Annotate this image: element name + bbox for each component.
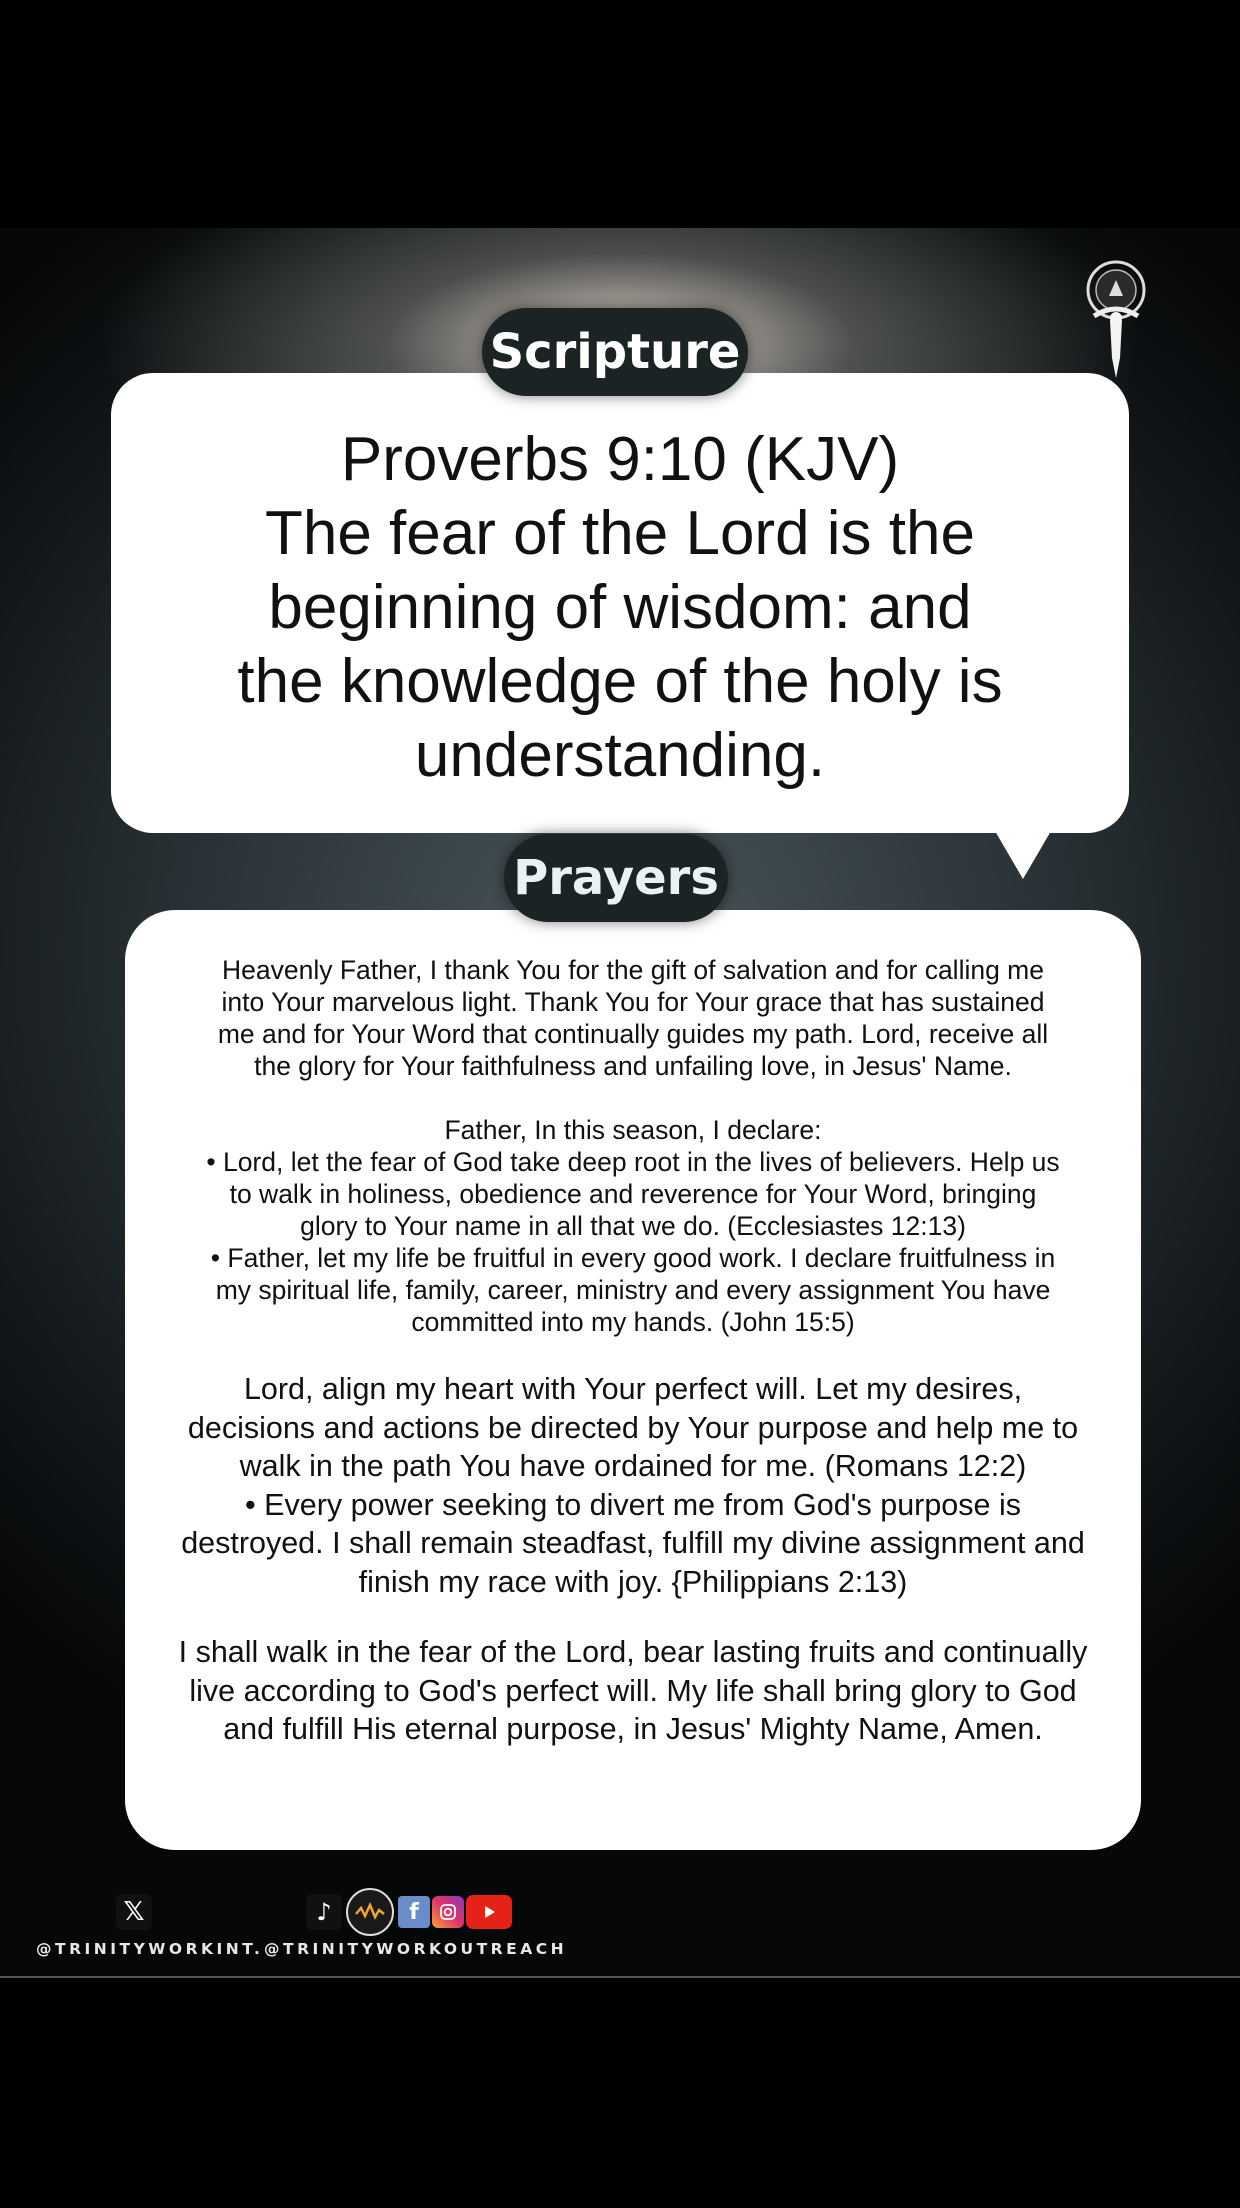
- thanksgiving-paragraph: [171, 954, 1095, 1082]
- prayer-line: committed into my hands. (John 15:5): [411, 1307, 855, 1337]
- prayer-line: decisions and actions be directed by Your purpose and help me to: [187, 1410, 1079, 1445]
- youtube-icon[interactable]: [466, 1895, 512, 1929]
- prayer-line: Father, In this season, I declare:: [444, 1115, 822, 1145]
- prayers-badge: Prayers: [504, 834, 728, 922]
- declarations-paragraph: [171, 1114, 1095, 1338]
- instagram-icon[interactable]: [432, 1896, 464, 1928]
- prayer-line: to walk in holiness, obedience and reverence for Your Word, bringing: [229, 1179, 1037, 1209]
- scripture-line: understanding.: [414, 721, 826, 790]
- speech-bubble-tail: [995, 831, 1051, 879]
- alignment-paragraph: [171, 1370, 1095, 1601]
- prayer-line: • Father, let my life be fruitful in every good work. I declare fruitfulness in: [210, 1243, 1056, 1273]
- prayer-line: the glory for Your faithfulness and unfailing love, in Jesus' Name.: [254, 1051, 1012, 1081]
- x-icon[interactable]: 𝕏: [116, 1894, 152, 1930]
- poster-background: [0, 228, 1240, 1978]
- prayer-line: destroyed. I shall remain steadfast, fulfill my divine assignment and: [181, 1526, 1085, 1560]
- scripture-badge: Scripture: [482, 308, 748, 396]
- prayers-card: [125, 910, 1141, 1850]
- prayer-line: Lord, align my heart with Your perfect will. Let my desires,: [243, 1372, 1023, 1406]
- prayer-line: finish my race with joy. {Philippians 2:13): [358, 1564, 908, 1599]
- audiomack-icon[interactable]: [346, 1888, 394, 1936]
- scripture-reference: Proverbs 9:10 (KJV): [340, 425, 900, 494]
- prayer-line: my spiritual life, family, career, ministry and every assignment You have: [215, 1275, 1051, 1305]
- prayer-line: walk in the path You have ordained for me. (Romans 12:2): [239, 1449, 1027, 1483]
- prayer-line: and fulfill His eternal purpose, in Jesus' Mighty Name, Amen.: [223, 1712, 1043, 1746]
- prayer-line: live according to God's perfect will. My life shall bring glory to God: [189, 1673, 1077, 1708]
- social-footer: [0, 1858, 700, 1958]
- scripture-line: The fear of the Lord is the: [265, 499, 975, 568]
- scripture-card: [111, 373, 1129, 833]
- tiktok-icon[interactable]: ♪: [306, 1894, 342, 1930]
- scripture-line: the knowledge of the holy is: [237, 647, 1003, 716]
- social-handle: @TRINITYWORKOUTREACH: [264, 1940, 568, 1958]
- prayer-line: • Lord, let the fear of God take deep root in the lives of believers. Help us: [206, 1147, 1060, 1177]
- prayer-line: Heavenly Father, I thank You for the gift of salvation and for calling me: [222, 955, 1044, 985]
- prayer-line: I shall walk in the fear of the Lord, bear lasting fruits and continually: [178, 1635, 1088, 1669]
- x-handle: @TRINITYWORKINT.: [36, 1940, 264, 1958]
- scripture-line: beginning of wisdom: and: [268, 573, 972, 642]
- prayer-line: me and for Your Word that continually guides my path. Lord, receive all: [217, 1019, 1049, 1049]
- prayer-line: into Your marvelous light. Thank You for Your grace that has sustained: [221, 987, 1045, 1017]
- facebook-icon[interactable]: f: [398, 1896, 430, 1928]
- prayer-line: • Every power seeking to divert me from God's purpose is: [245, 1487, 1021, 1522]
- prayer-line: glory to Your name in all that we do. (Ecclesiastes 12:13): [300, 1211, 966, 1241]
- trinity-works-logo: [1076, 258, 1156, 388]
- closing-paragraph: [171, 1633, 1095, 1749]
